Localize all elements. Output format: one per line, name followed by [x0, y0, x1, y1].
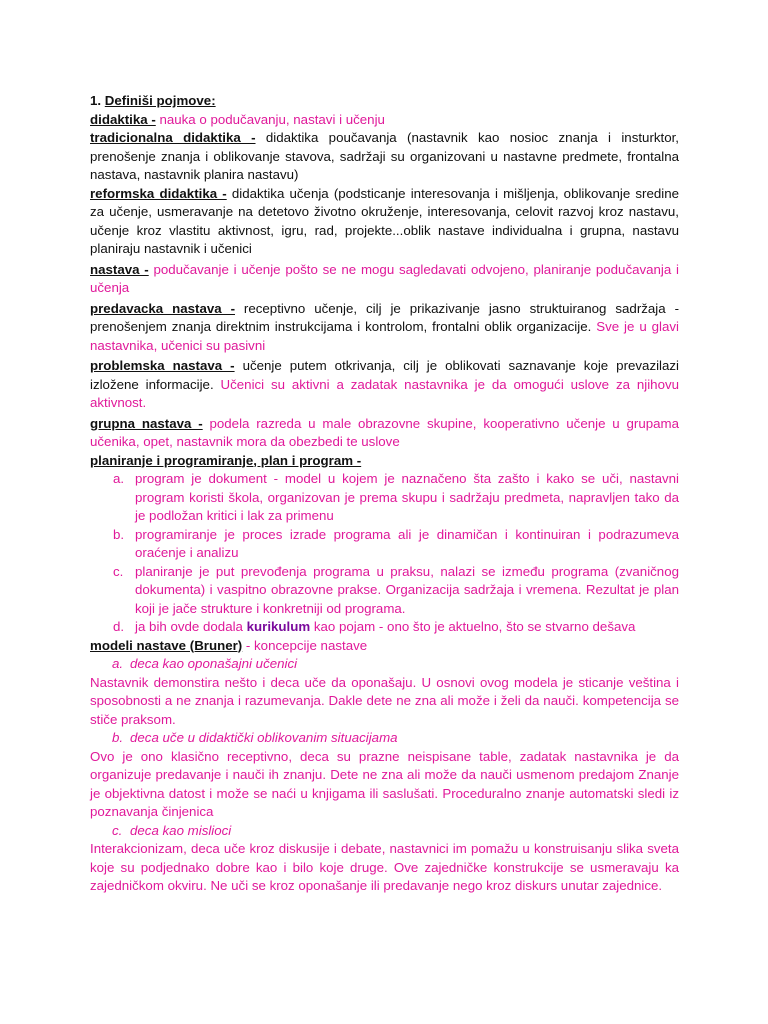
model-subheading: [90, 655, 679, 674]
list-item: [90, 563, 679, 619]
list-item-text-post: kao pojam - ono što je aktuelno, što se stvarno dešava: [310, 619, 636, 634]
term-label: tradicionalna didaktika -: [90, 130, 256, 145]
kurikulum-term: kurikulum: [246, 619, 311, 634]
term-nastava: [90, 261, 679, 298]
term-definition: nauka o podučavanju, nastavi i učenju: [155, 111, 385, 127]
model-marker: c.: [112, 822, 123, 838]
term-didaktika: [90, 111, 679, 130]
model-title: deca kao oponašajni učenici: [130, 656, 298, 671]
model-title: deca kao mislioci: [130, 822, 232, 838]
section-heading: [90, 92, 679, 111]
term-label: reformska didaktika -: [90, 185, 227, 201]
model-subheading: [90, 822, 679, 841]
document-page: [90, 92, 679, 896]
term-definition: podela razreda u male obrazovne skupine, kooperativno učenje u grupama učenika, opet, nastavnik mora da obezbedi te uslove: [90, 415, 679, 449]
list-marker: b.: [113, 526, 125, 542]
term-note: Učenici su aktivni a zadatak nastavnika je da omogući uslove za njihovu aktivnost.: [90, 376, 680, 410]
term-modeli-nastave: [90, 637, 679, 656]
model-title: deca uče u didaktički oblikovanim situacijama: [130, 730, 398, 745]
list-marker: c.: [113, 563, 124, 579]
term-definition: receptivno učenje, cilj je prikazivanje jasno struktuiranog sadržaja - prenošenjem znanja direktnim instrukcijama i kontrolom, frontalni oblik organizacije.: [90, 300, 679, 334]
list-marker: a.: [113, 471, 125, 486]
model-marker: b.: [112, 730, 124, 745]
list-item: [90, 618, 679, 637]
list-marker: d.: [113, 619, 125, 634]
term-grupna-nastava: [90, 415, 679, 452]
term-problemska-nastava: [90, 357, 679, 413]
term-label: nastava -: [90, 261, 149, 277]
term-definition: podučavanje i učenje pošto se ne mogu sagledavati odvojeno, planiranje podučavanja i učenja: [90, 261, 679, 295]
term-definition: didaktika učenja (podsticanje interesovanja i mišljenja, oblikovanje sredine za učenje, usmeravanje na detetovo životno okruženje, interesovanja, celovit razvoj kroz nastavu, učenje kroz vlastitu aktivnost, igru, rad, projekte...oblik nastave individualna i grupna, nastavu planiraju nastavnik i učenici: [90, 185, 679, 256]
heading-number: 1.: [90, 93, 102, 108]
model-marker: a.: [112, 656, 124, 671]
term-label: grupna nastava -: [90, 415, 203, 431]
model-body: Ovo je ono klasično receptivno, deca su prazne neispisane table, zadatak nastavnika je da organizuje predavanje i nauči ih znanju. Dete ne zna ali može da nauči usmenom predajom Znanje je objektivna datost i može se naći u knjigama ili saslušati. Proceduralno znanje automatski sledi iz poznavanja činjenica: [90, 748, 679, 819]
term-label: predavacka nastava -: [90, 300, 235, 316]
term-reformska-didaktika: [90, 185, 679, 259]
planiranje-list: [90, 470, 679, 637]
list-item: [90, 526, 679, 563]
model-body: Nastavnik demonstira nešto i deca uče da oponašaju. U osnovi ovog modela je sticanje veština i sposobnosti a ne znanja i razumevanja. Dakle dete ne zna ali može i želi da nauči. kompetencija se stiče praksom.: [90, 674, 679, 727]
term-label: problemska nastava -: [90, 358, 235, 373]
list-item-text-pre: ja bih ovde dodala: [135, 619, 247, 634]
term-tradicionalna-didaktika: [90, 129, 679, 185]
term-definition: učenje putem otkrivanja, cilj je oblikovati saznavanje koje prevazilazi izložene informacije.: [90, 358, 680, 392]
term-note: Sve je u glavi nastavnika, učenici su pasivni: [90, 319, 679, 353]
list-item-text: programiranje je proces izrade programa ali je dinamičan i kontinuiran i podrazumeva oraćenje i analizu: [135, 526, 679, 560]
term-planiranje: [90, 452, 679, 471]
model-body: Interakcionizam, deca uče kroz diskusije i debate, nastavnici im pomažu u konstruisanju slika sveta koje su podjednako dobre kao i bilo koje druge. Ove zajedničke konstrukcije se usmeravaju ka zajedničkom okviru. Ne uči se kroz oponašanje ili predavanje nego kroz diskurs unutar zajednice.: [90, 841, 679, 893]
term-predavacka-nastava: [90, 300, 679, 356]
term-definition: didaktika poučavanja (nastavnik kao nosioc znanja i insturktor, prenošenje znanja i oblikovanje stavova, sadržaji su organizovani u nastavne predmete, frontalna nastava, nastavnik planira nastavu): [90, 130, 679, 182]
list-item-text: planiranje je put prevođenja programa u praksu, nalazi se između programa (zvaničnog dokumenta) i vaspitno obrazovne prakse. Organizacija sadržaja i vremena. Rezultat je plan koji je jače strukture i konkretniji od programa.: [135, 563, 679, 616]
term-definition: - koncepcije nastave: [242, 637, 368, 653]
term-label: modeli nastave (Bruner): [90, 637, 243, 653]
list-item-text: program je dokument - model u kojem je naznačeno šta zašto i kako se uči, nastavni program koristi škola, organizovan je prema skupu i sadržaju predmeta, napravljen tako da je podložan kritici i lak za primenu: [135, 471, 679, 523]
heading-title: Definiši pojmove:: [104, 93, 216, 108]
term-label: didaktika -: [90, 111, 156, 127]
term-label: planiranje i programiranje, plan i program -: [90, 452, 362, 468]
model-subheading: [90, 729, 679, 748]
list-item: [90, 470, 679, 526]
